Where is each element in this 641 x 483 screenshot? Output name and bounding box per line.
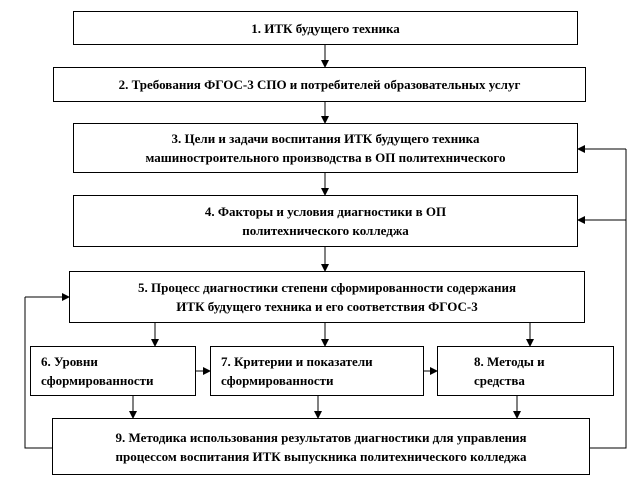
box-5-line-2: ИТК будущего техника и его соответствия ФГОС-3 [176,299,478,314]
box-3-line-2: машиностроительного производства в ОП политехнического [145,150,506,165]
box-8-line-1: 8. Методы и [474,354,545,369]
box-1-line-1: 1. ИТК будущего техника [251,20,400,36]
box-1-itk [73,11,578,45]
box-3-goals [73,123,578,173]
box-2-line-1: 2. Требования ФГОС-3 СПО и потребителей образовательных услуг [118,77,521,92]
box-6-line-2: сформированности [41,373,154,388]
box-3-line-1: 3. Цели и задачи воспитания ИТК будущего техника [171,131,480,146]
box-6-levels [30,346,196,396]
box-9-line-1: 9. Методика использования результатов диагностики для управления [115,429,527,445]
box-5-line-1: 5. Процесс диагностики степени сформированности содержания [138,280,516,295]
box-9-line-2: процессом воспитания ИТК выпускника политехнического колледжа [115,448,527,464]
box-8-methods [437,346,614,396]
box-5-process [69,271,585,323]
box-4-line-1: 4. Факторы и условия диагностики в ОП [204,204,447,219]
box-8-line-2: средства [474,373,525,388]
box-9-methodology [52,418,590,475]
box-4-factors [73,195,578,247]
box-7-line-1: 7. Критерии и показатели [221,354,373,369]
feedback-right [590,149,626,448]
box-7-criteria [210,346,424,396]
box-6-line-1: 6. Уровни [41,354,98,369]
box-4-line-2: политехнического колледжа [242,223,409,238]
box-2-requirements [53,67,586,102]
box-7-line-2: сформированности [221,373,334,388]
